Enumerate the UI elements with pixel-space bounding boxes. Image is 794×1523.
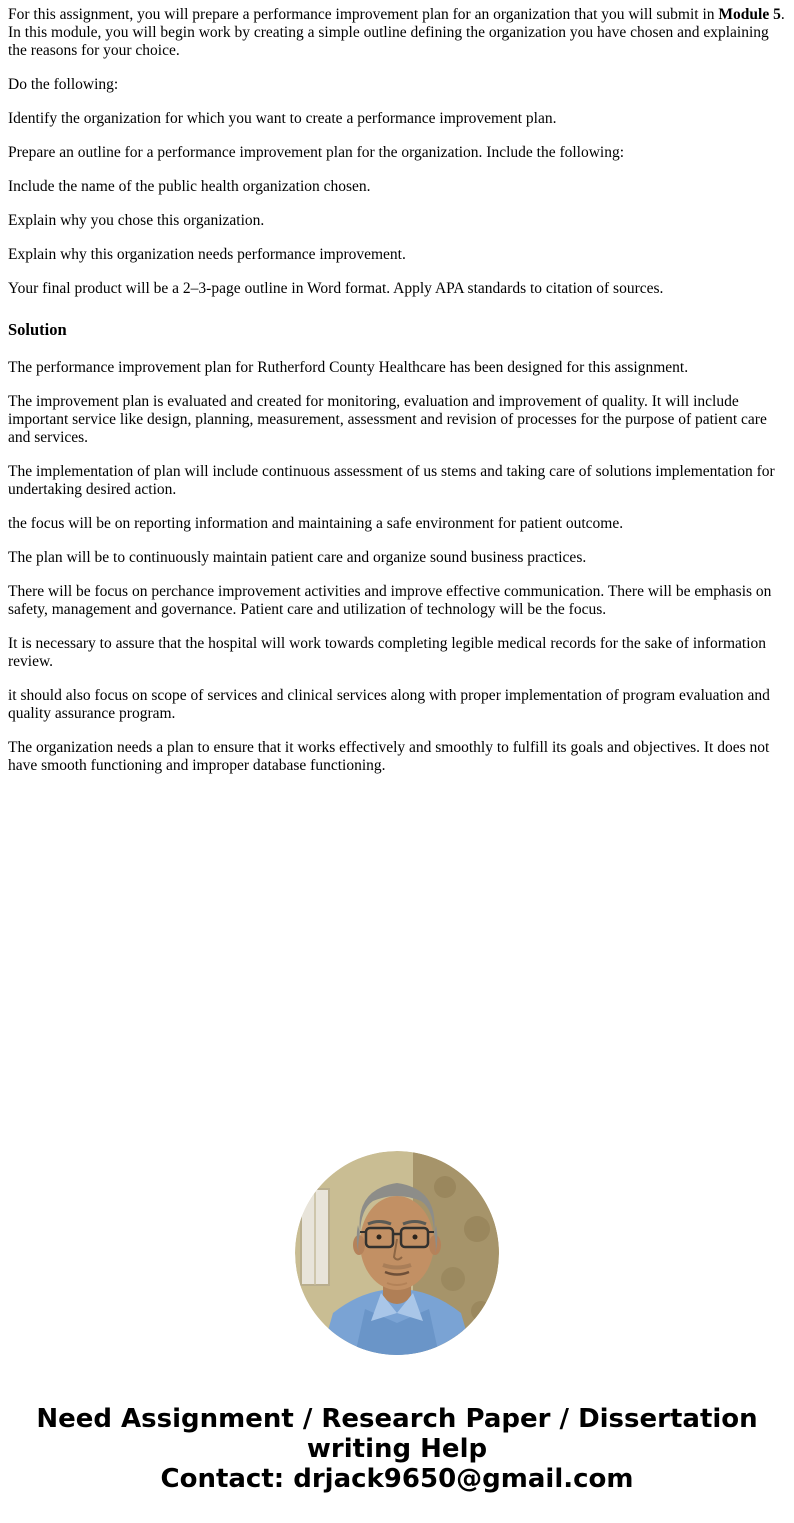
solution-paragraph: The improvement plan is evaluated and created for monitoring, evaluation and improvement of quality. It will include important service like design, planning, measurement, assessment and revision of processes for the purpose of patient care and services. xyxy=(8,393,767,446)
solution-paragraph: the focus will be on reporting information and maintaining a safe environment for patient outcome. xyxy=(8,515,624,532)
solution-paragraph: The performance improvement plan for Rutherford County Healthcare has been designed for this assignment. xyxy=(8,359,689,376)
footer-contact-email: Contact: drjack9650@gmail.com xyxy=(160,1464,634,1494)
solution-heading: Solution xyxy=(8,320,67,339)
paragraph-assignment-intro xyxy=(8,6,786,60)
paragraph-explain-choice: Explain why you chose this organization. xyxy=(8,212,265,229)
paragraph-do-the-following: Do the following: xyxy=(8,76,119,93)
solution-paragraph: The organization needs a plan to ensure that it works effectively and smoothly to fulfill its goals and objectives. It does not have smooth functioning and improper database functioning. xyxy=(8,739,770,774)
paragraph-final-product: Your final product will be a 2–3-page outline in Word format. Apply APA standards to citation of sources. xyxy=(8,280,664,297)
tutor-photo xyxy=(295,1151,499,1355)
footer-line-help-1: Need Assignment / Research Paper / Dissertation xyxy=(36,1404,758,1434)
paragraph-text: . In this module, you will begin work by creating a simple outline defining the organization you have chosen and explaining the reasons for your choice. xyxy=(8,6,785,59)
solution-paragraph: The plan will be to continuously maintain patient care and organize sound business practices. xyxy=(8,549,587,566)
solution-paragraph: The implementation of plan will include continuous assessment of us stems and taking care of solutions implementation for undertaking desired action. xyxy=(8,463,775,498)
paragraph-text: For this assignment, you will prepare a performance improvement plan for an organization that you will submit in xyxy=(8,6,719,23)
solution-paragraph: It is necessary to assure that the hospital will work towards completing legible medical records for the sake of information review. xyxy=(8,635,766,670)
document-body xyxy=(8,6,786,791)
paragraph-include-name: Include the name of the public health organization chosen. xyxy=(8,178,371,195)
solution-paragraph: it should also focus on scope of services and clinical services along with proper implementation of program evaluation and quality assurance program. xyxy=(8,687,770,722)
footer-line-help-2: writing Help xyxy=(306,1434,488,1464)
tutor-photo-illustration xyxy=(295,1151,499,1355)
solution-paragraph: There will be focus on perchance improvement activities and improve effective communication. There will be emphasis on safety, management and governance. Patient care and utilization of technology will be the focus. xyxy=(8,583,772,618)
paragraph-explain-need: Explain why this organization needs performance improvement. xyxy=(8,246,406,263)
module-5-bold-text: Module 5 xyxy=(718,6,781,23)
paragraph-identify-organization: Identify the organization for which you want to create a performance improvement plan. xyxy=(8,110,557,127)
paragraph-prepare-outline: Prepare an outline for a performance improvement plan for the organization. Include the following: xyxy=(8,144,625,161)
footer-banner xyxy=(0,1404,794,1494)
